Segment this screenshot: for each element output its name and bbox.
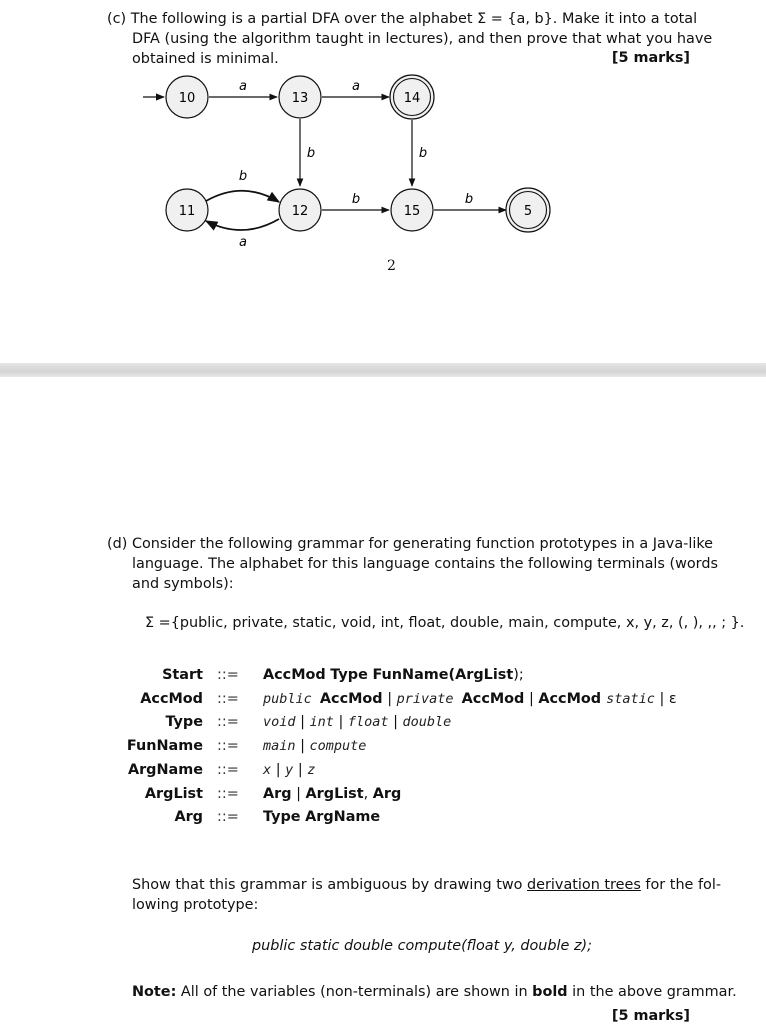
separator: | (524, 690, 539, 707)
note-text: All of the variables (non-terminals) are shown in (176, 984, 533, 1000)
rule-lhs: Arg (174, 809, 203, 826)
state-15 (391, 189, 433, 231)
task-line-2: lowing prototype: (132, 897, 259, 913)
edge-13-14-label: a (352, 79, 360, 94)
terminal: z (307, 761, 316, 778)
alphabet-definition: Σ ={public, private, static, void, int, float, double, main, compute, x, y, z, (, ), ,, ; }. (145, 615, 745, 631)
rule-operator: ::= (217, 714, 239, 731)
terminal: public (263, 690, 320, 707)
terminal: double (402, 714, 452, 731)
nonterminal: AccMod (263, 667, 326, 683)
nonterminal: Arg (372, 785, 402, 802)
separator: | (295, 738, 310, 755)
note-text-end: in the above grammar. (567, 984, 737, 1000)
grammar-rule (0, 691, 766, 711)
state-13 (279, 76, 321, 118)
grammar-rule (0, 809, 766, 829)
part-c-line-2: DFA (using the algorithm taught in lectures), and then prove that what you have (132, 31, 713, 47)
state-11-label: 11 (178, 204, 196, 219)
terminal: main (263, 738, 296, 755)
rule-lhs: AccMod (140, 690, 203, 707)
edge-11-12-label: b (238, 169, 248, 184)
terminal: compute (309, 738, 367, 755)
rule-lhs: ArgList (144, 785, 203, 802)
nonterminal: Type (263, 809, 301, 826)
part-d-line-3: and symbols): (132, 576, 234, 592)
separator: | (295, 714, 310, 731)
nonterminal: ArgName (305, 809, 381, 826)
rule-operator: ::= (217, 761, 239, 778)
separator: | (271, 761, 286, 778)
rule-rhs (263, 762, 315, 778)
terminal: int (309, 714, 334, 731)
nonterminal: FunName(ArgList (372, 667, 514, 683)
rule-lhs: Type (165, 714, 203, 731)
grammar-rule (0, 714, 766, 734)
grammar-rule (0, 738, 766, 758)
nonterminal: Type (330, 667, 368, 683)
part-d-line-2: language. The alphabet for this language contains the following terminals (words (132, 556, 718, 572)
note-bold-word: bold (532, 984, 568, 1000)
rule-operator: ::= (217, 809, 239, 826)
page-1 (0, 0, 766, 363)
rule-rhs (263, 667, 524, 683)
grammar-rule (0, 667, 766, 687)
task-line-1 (132, 876, 721, 896)
derivation-trees-term: derivation trees (527, 877, 641, 893)
separator: | (388, 714, 403, 731)
state-15-label: 15 (403, 204, 421, 219)
grammar-rule (0, 786, 766, 806)
edge-15-5-label: b (464, 192, 474, 207)
rule-rhs (263, 809, 380, 825)
nonterminal: AccMod (538, 690, 607, 707)
nonterminal: AccMod (461, 690, 525, 707)
state-5 (506, 188, 550, 232)
task-text: Show that this grammar is ambiguous by drawing two (132, 877, 528, 893)
separator: | (382, 690, 397, 707)
edge-10-13-label: a (239, 79, 247, 94)
state-12-label: 12 (291, 204, 309, 219)
rule-rhs (263, 714, 451, 730)
grammar-rule (0, 762, 766, 782)
state-5-label: 5 (523, 204, 533, 219)
edge-11-12 (206, 191, 279, 202)
page-number: 2 (387, 258, 396, 274)
separator: | (291, 785, 306, 802)
rule-operator: ::= (217, 690, 239, 707)
rule-rhs (263, 786, 401, 802)
rule-operator: ::= (217, 785, 239, 802)
rule-rhs (263, 691, 677, 707)
edge-14-15-label: b (418, 146, 428, 161)
state-14-label: 14 (403, 91, 421, 106)
edge-12-15-label: b (351, 192, 361, 207)
terminal: private (396, 690, 462, 707)
state-12 (279, 189, 321, 231)
part-c-line-1: (c) The following is a partial DFA over the alphabet Σ = {a, b}. Make it into a total (107, 11, 698, 27)
rule-operator: ::= (217, 667, 239, 683)
part-d-line-1: (d) Consider the following grammar for generating function prototypes in a Java-like (107, 536, 714, 552)
rule-lhs: ArgName (127, 761, 203, 778)
edge-12-11 (206, 219, 279, 230)
edge-13-12-label: b (306, 146, 316, 161)
separator: ); (513, 667, 524, 683)
state-10-label: 10 (178, 91, 196, 106)
edge-12-11-label: a (239, 235, 247, 250)
separator: | (293, 761, 308, 778)
terminal: void (263, 714, 296, 731)
note (132, 983, 737, 1003)
terminal: y (285, 761, 294, 778)
terminal: float (347, 714, 389, 731)
page-2 (0, 377, 766, 1024)
dfa-diagram (0, 0, 766, 280)
task-text-end: for the fol- (640, 877, 722, 893)
rule-rhs (263, 738, 366, 754)
part-c-marks: [5 marks] (611, 50, 690, 66)
state-11 (166, 189, 208, 231)
separator: | (333, 714, 348, 731)
note-label: Note: (132, 984, 177, 1000)
page-separator (0, 363, 766, 377)
prototype-example: public static double compute(float y, double z); (252, 938, 592, 954)
state-14 (390, 75, 434, 119)
rule-lhs: FunName (126, 738, 203, 755)
part-d-marks: [5 marks] (611, 1008, 690, 1024)
nonterminal: ArgList (305, 785, 364, 802)
terminal: x (263, 761, 272, 778)
terminal: static (606, 690, 655, 707)
nonterminal: Arg (263, 785, 292, 802)
part-c-line-3: obtained is minimal. (132, 51, 279, 67)
rule-lhs: Start (162, 667, 203, 683)
rule-operator: ::= (217, 738, 239, 755)
nonterminal: AccMod (319, 690, 383, 707)
separator: | ε (654, 690, 677, 707)
separator: , (363, 785, 373, 802)
state-13-label: 13 (291, 91, 309, 106)
state-10 (166, 76, 208, 118)
